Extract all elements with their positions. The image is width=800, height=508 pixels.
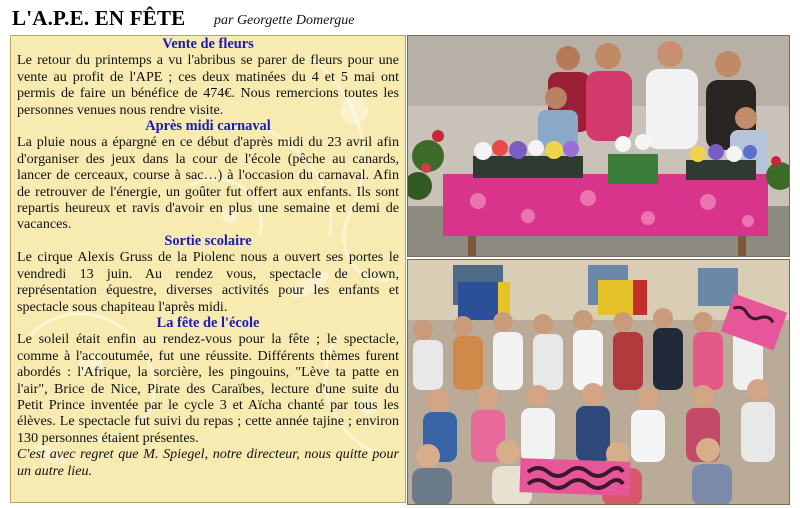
article-panel [10,35,406,503]
section-text-flower-sale: Le retour du printemps a vu l'abribus se parer de fleurs pour une vente au profit de l'APE ; ces deux matinées du 4 et 5 mai ont permis de faire un bénéfice de 474€. Nous remercions toutes les personnes venues nous rendre visite. [17,52,399,118]
page-header [12,6,792,32]
school-party-photo [407,259,790,505]
flower-sale-photo [407,35,790,257]
section-title-school-trip: Sortie scolaire [164,232,252,249]
section-text-carnival: La pluie nous a épargné en ce début d'après midi du 23 avril afin d'organiser des jeux dans la cour de l'école (pêche au canards, lancer de cerceaux, course à sac…) à l'occasion du carnaval. Afin de retrouver de l'énergie, un goûter fut offert aux enfants. Ils sont repartis heureux et ravis d'avoir en plus une semaine et demi de vacances. [17,134,399,233]
section-title-school-party: La fête de l'école [156,314,260,331]
section-title-flower-sale: Vente de fleurs [162,36,254,52]
page-title: L'A.P.E. EN FÊTE [12,6,186,30]
section-text-school-trip: Le cirque Alexis Gruss de la Piolenc nous a ouvert ses portes le vendredi 13 juin. Au rendez vous, spectacle de clown, représentation équestre, diverses activités pour les enfants et spectacle sous chapiteau l'après midi. [17,249,399,315]
article-text [11,36,405,479]
closing-note: C'est avec regret que M. Spiegel, notre directeur, nous quitte pour un autre lieu. [17,446,399,479]
section-text-school-party: Le soleil était enfin au rendez-vous pour la fête ; le spectacle, comme à l'accoutumée, fut une réussite. Différents thèmes furent abordés : l'Afrique, la sorcière, les pingouins, "Lève ta patte en l'air", Brice de Nice, Pirate des Caraïbes, lecture d'une suite du Petit Prince inventée par le cycle 3 et Aïcha chanté par tous les élèves. Le spectacle fut suivi du repas ; cette année tajine ; environ 130 personnes étaient présentes. [17,331,399,446]
author-byline: par Georgette Domergue [214,13,355,28]
section-title-carnival: Après midi carnaval [145,118,271,135]
